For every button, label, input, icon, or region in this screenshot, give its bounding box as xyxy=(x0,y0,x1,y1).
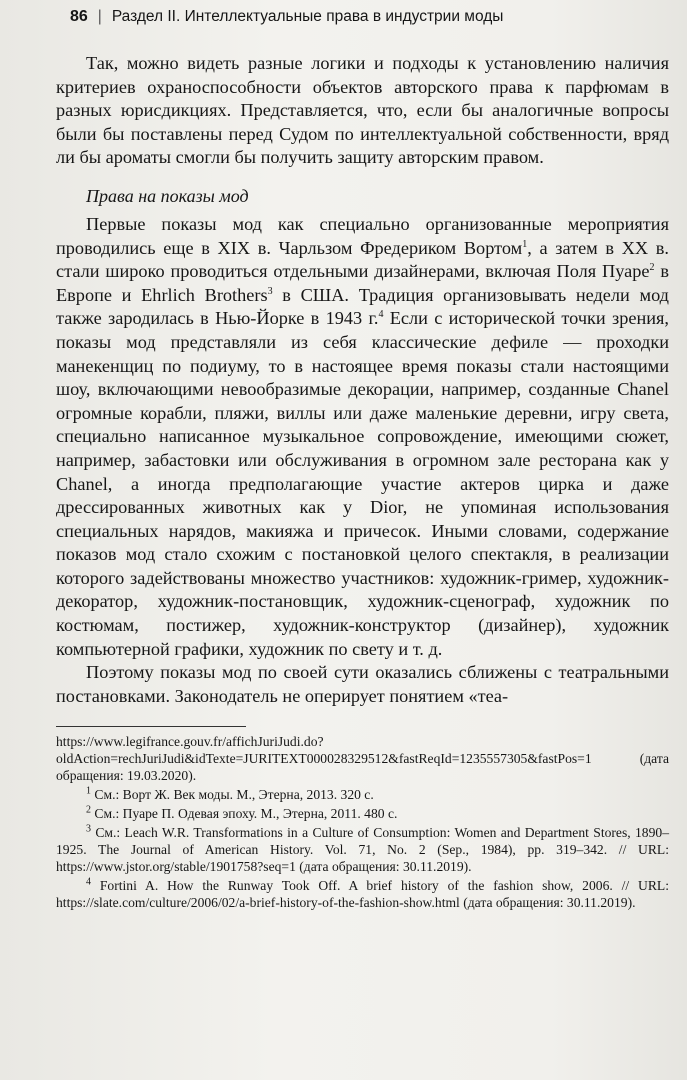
paragraph-text: , а затем в XX в. стали широко проводиться отдельными дизайнерами, включая Поля Пуаре xyxy=(56,237,669,282)
section-title: Раздел II. Интеллектуальные права в индустрии моды xyxy=(111,8,504,25)
paragraph-text: Если с исторической точки зрения, показы мод представляли из себя классические дефиле — проходки манекенщиц по подиуму, то в настоящее время показы стали настоящими шоу, включающими невообразимые декорации, например, созданные Chanel огромные корабли, пляжи, виллы или даже маленькие деревни, игру света, специально написанное музыкальное сопровождение, имеющими сюжет, например, забастовки или обслуживания в огромном зале ресторана как у Chanel, а иногда предполагающие участие актеров цирка и даже дрессированных животных как у Dior, не упоминая использования специальных нарядов, макияжа и причесок. Иными словами, содержание показов мод стало схожим с постановкой целого спектакля, в реализации которого задействованы множество участников: художник-гример, художник-декоратор, художник-постановщик, художник-сценограф, художник по костюмам, постижер, художник-конструктор (дизайнер), художник компьютерной графики, художник по свету и т. д. xyxy=(56,308,669,659)
footnote-ref-4: 4 xyxy=(378,309,384,321)
footnote-text: См.: Пуаре П. Одевая эпоху. М., Этерна, 2011. 480 с. xyxy=(94,806,398,822)
footnote-continuation: https://www.legifrance.gouv.fr/affichJuriJudi.do?oldAction=rechJuriJudi&idTexte=JURITEXT000028329512&fastReqId=1235557305&fastPos=1 (дата обращения: 19.03.2020). xyxy=(56,734,669,784)
footnote-number: 4 xyxy=(86,876,91,888)
paragraph-text: Первые показы мод как специально организованные мероприятия проводились еще в XIX в. Чарльзом Фредериком Вортом xyxy=(56,213,669,258)
page-number: 86 xyxy=(70,8,88,25)
footnote-text: См.: Ворт Ж. Век моды. М., Этерна, 2013. 320 с. xyxy=(94,787,374,803)
paragraph-theatrical-comparison: Поэтому показы мод по своей сути оказались сближены с театральными постановками. Законодатель не оперирует понятием «теа- xyxy=(56,662,669,706)
footnote-text: См.: Leach W.R. Transformations in a Culture of Consumption: Women and Department Stores, 1890–1925. The Journal of American History. Vol. 71, No. 2 (Sep., 1984), pp. 319–342. // URL: https://www.jstor.org/stable/1901758?seq=1 (дата обращения: 30.11.2019). xyxy=(56,825,669,875)
paragraph-text: в США. Традиция организовывать недели мод также зародилась в Нью-Йорке в 1943 г. xyxy=(56,284,669,329)
footnote-2 xyxy=(56,805,669,822)
footnotes xyxy=(56,733,669,911)
paragraph-text: в Европе и Ehrlich Brothers xyxy=(56,261,669,305)
footnote-number: 2 xyxy=(86,804,91,816)
header-separator: | xyxy=(97,8,102,25)
footnote-4 xyxy=(56,877,669,911)
paragraph-fashion-shows-history xyxy=(56,213,669,661)
footnote-text: Fortini A. How the Runway Took Off. A brief history of the fashion show, 2006. // URL: https://slate.com/culture/2006/02/a-brief-history-of-the-fashion-show.html (дата обращения: 30.11.2019). xyxy=(56,878,669,911)
footnote-number: 3 xyxy=(86,823,91,835)
subheading-fashion-shows: Права на показы мод xyxy=(86,185,249,206)
footnote-ref-2: 2 xyxy=(649,262,655,274)
footnote-1 xyxy=(56,786,669,803)
footnote-ref-3: 3 xyxy=(267,285,273,297)
paragraph-perfume-conclusion: Так, можно видеть разные логики и подходы к установлению наличия критериев охраноспособности объектов авторского права к парфюмам в разных юрисдикциях. Представляется, что, если бы аналогичные вопросы были бы поставлены перед Судом по интеллектуальной собственности, вряд ли бы ароматы смогли бы получить защиту авторским правом. xyxy=(56,53,669,168)
footnote-divider xyxy=(56,726,246,727)
footnote-ref-1: 1 xyxy=(522,238,528,250)
running-header xyxy=(70,8,669,38)
footnote-3 xyxy=(56,824,669,875)
footnote-number: 1 xyxy=(86,785,91,797)
